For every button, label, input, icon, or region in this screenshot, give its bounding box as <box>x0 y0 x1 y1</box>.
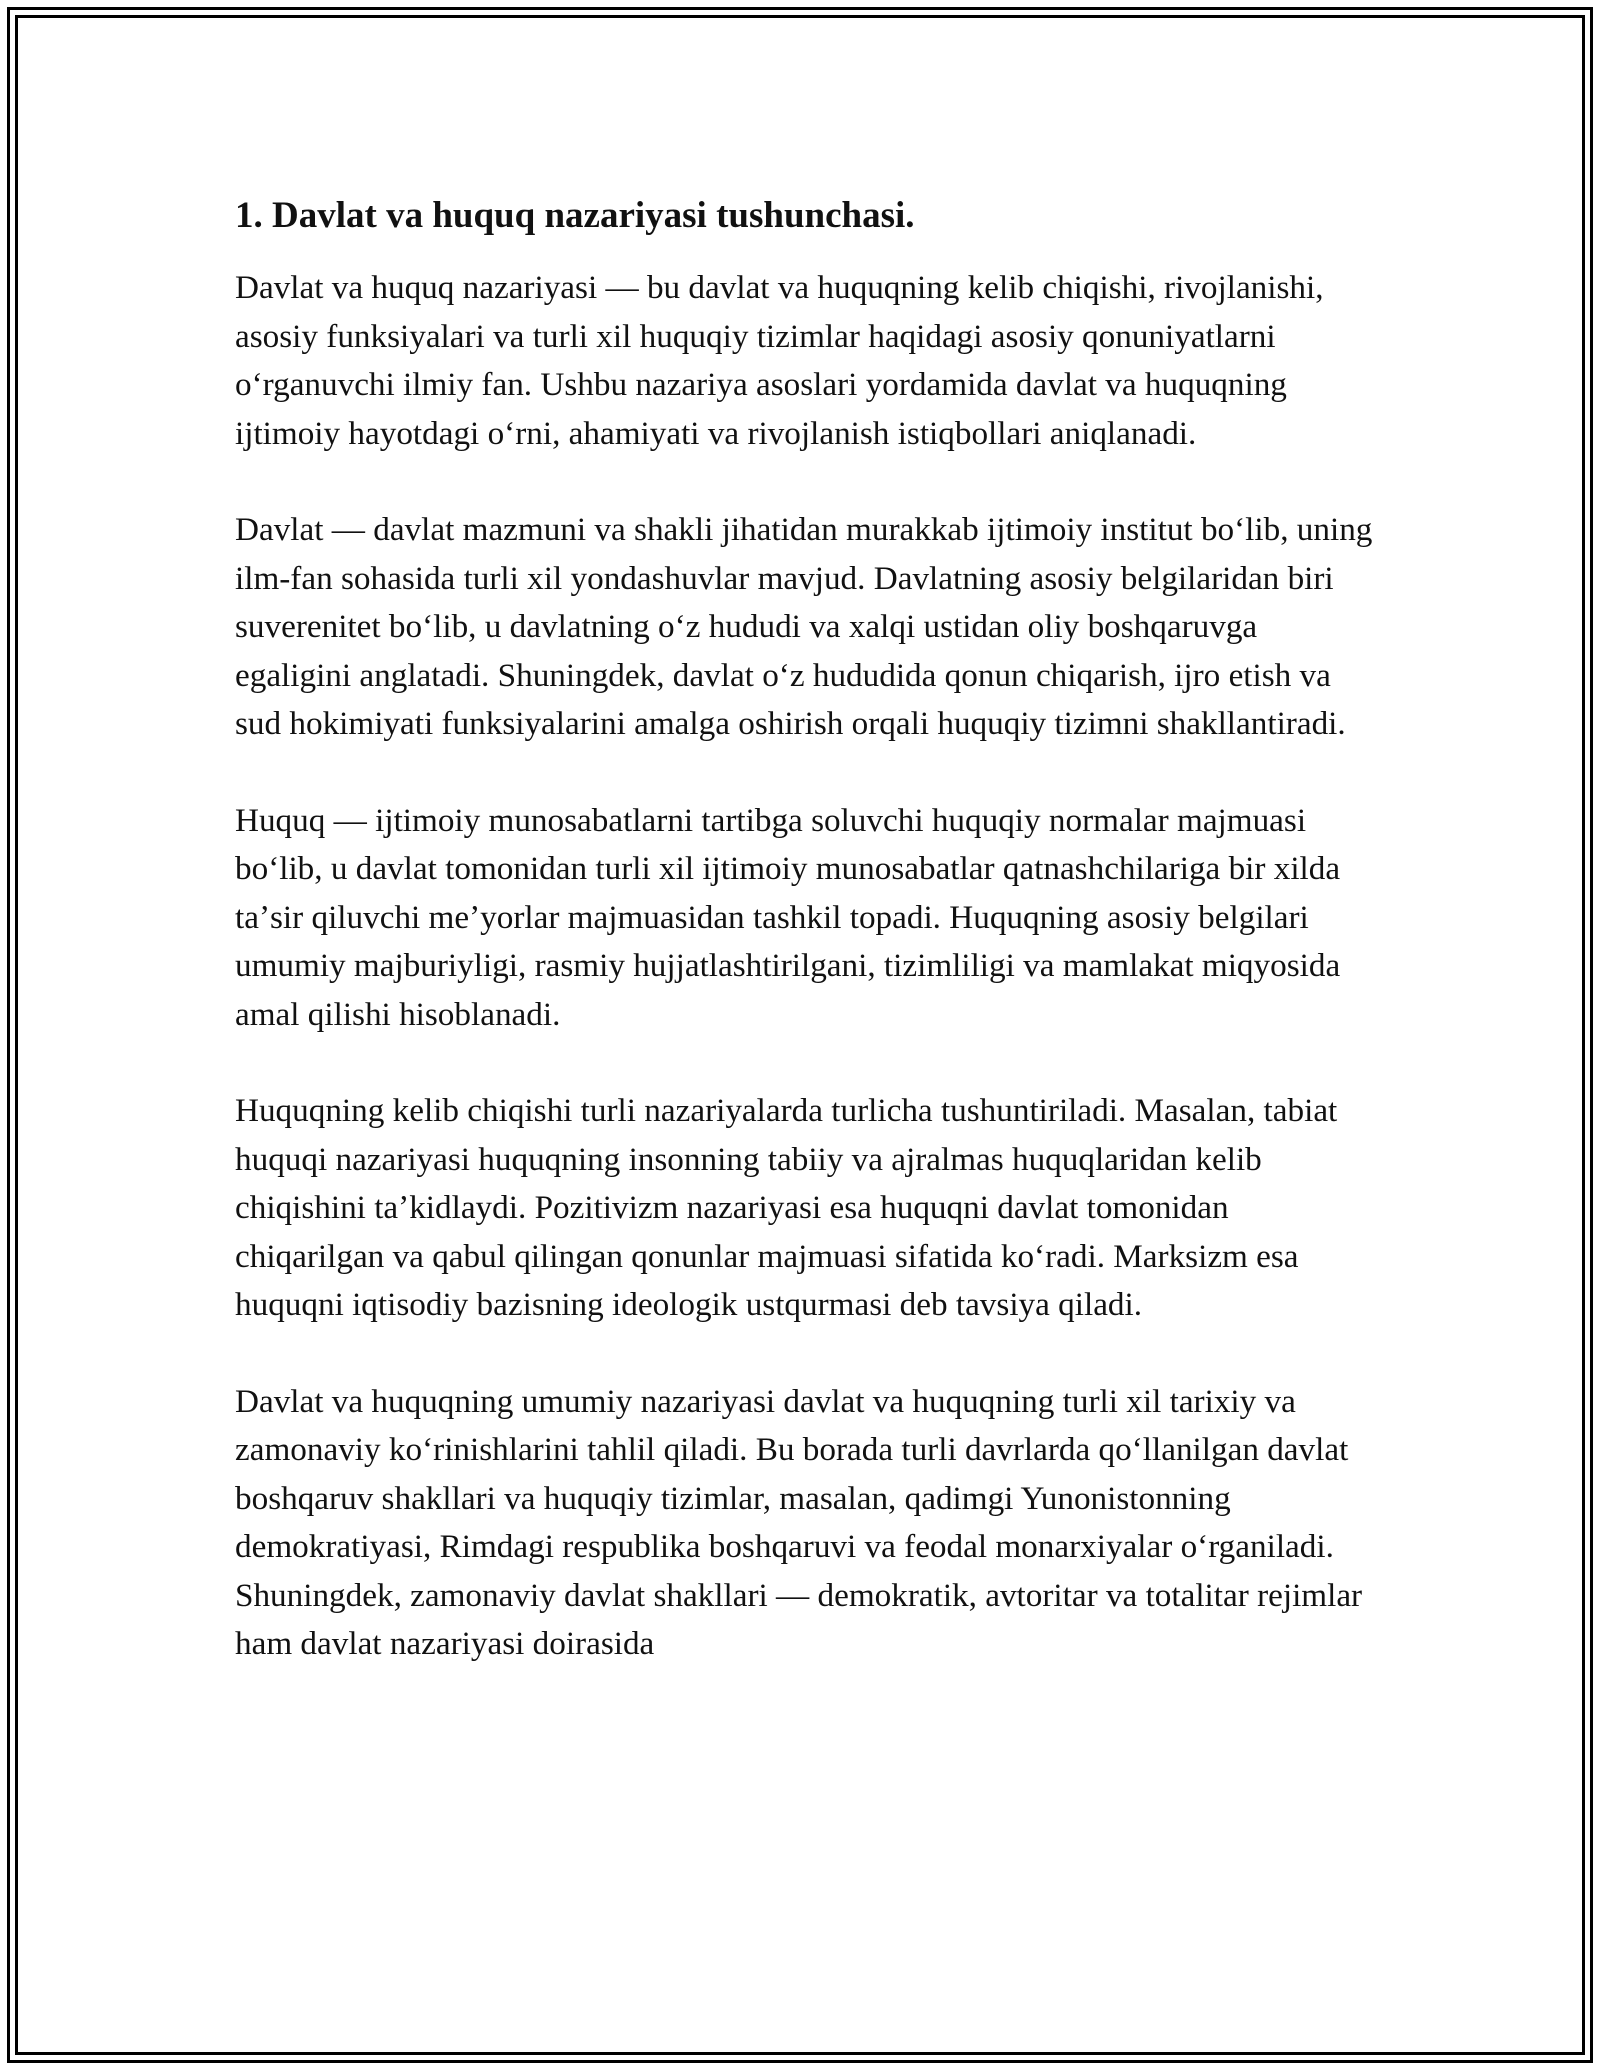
paragraph-huquq-origin: Huquqning kelib chiqishi turli nazariyalarda turlicha tushuntiriladi. Masalan, tabiat huquqi nazariyasi huquqning insonning tabiiy va ajralmas huquqlaridan kelib chiqishini taʼkidlaydi. Pozitivizm nazariyasi esa huquqni davlat tomonidan chiqarilgan va qabul qilingan qonunlar majmuasi sifatida koʻradi. Marksizm esa huquqni iqtisodiy bazisning ideologik ustqurmasi deb tavsiya qiladi. <box>235 1092 1338 1323</box>
document-body <box>235 188 1375 1717</box>
paragraph-general-theory: Davlat va huquqning umumiy nazariyasi davlat va huquqning turli xil tarixiy va zamonaviy koʻrinishlarini tahlil qiladi. Bu borada turli davrlarda qoʻllanilgan davlat boshqaruv shakllari va huquqiy tizimlar, masalan, qadimgi Yunonistonning demokratiyasi, Rimdagi respublika boshqaruvi va feodal monarxiyalar oʻrganiladi. Shuningdek, zamonaviy davlat shakllari — demokratik, avtoritar va totalitar rejimlar ham davlat nazariyasi doirasida <box>235 1382 1363 1662</box>
section-heading: 1. Davlat va huquq nazariyasi tushunchasi. <box>235 195 915 236</box>
paragraph-huquq: Huquq — ijtimoiy munosabatlarni tartibga soluvchi huquqiy normalar majmuasi boʻlib, u davlat tomonidan turli xil ijtimoiy munosabatlar qatnashchilariga bir xilda taʼsir qiluvchi meʼyorlar majmuasidan tashkil topadi. Huquqning asosiy belgilari umumiy majburiyligi, rasmiy hujjatlashtirilgani, tizimliligi va mamlakat miqyosida amal qilishi hisoblanadi. <box>235 801 1341 1033</box>
paragraph-davlat: Davlat — davlat mazmuni va shakli jihatidan murakkab ijtimoiy institut boʻlib, uning ilm-fan sohasida turli xil yondashuvlar mavjud. Davlatning asosiy belgilaridan biri suverenitet boʻlib, u davlatning oʻz hududi va xalqi ustidan oliy boshqaruvga egaligini anglatadi. Shuningdek, davlat oʻz hududida qonun chiqarish, ijro etish va sud hokimiyati funksiyalarini amalga oshirish orqali huquqiy tizimni shakllantiradi. <box>235 511 1373 742</box>
paragraph-intro: Davlat va huquq nazariyasi — bu davlat va huquqning kelib chiqishi, rivojlanishi, asosiy funksiyalari va turli xil huquqiy tizimlar haqidagi asosiy qonuniyatlarni oʻrganuvchi ilmiy fan. Ushbu nazariya asoslari yordamida davlat va huquqning ijtimoiy hayotdagi oʻrni, ahamiyati va rivojlanish istiqbollari aniqlanadi. <box>235 269 1324 452</box>
